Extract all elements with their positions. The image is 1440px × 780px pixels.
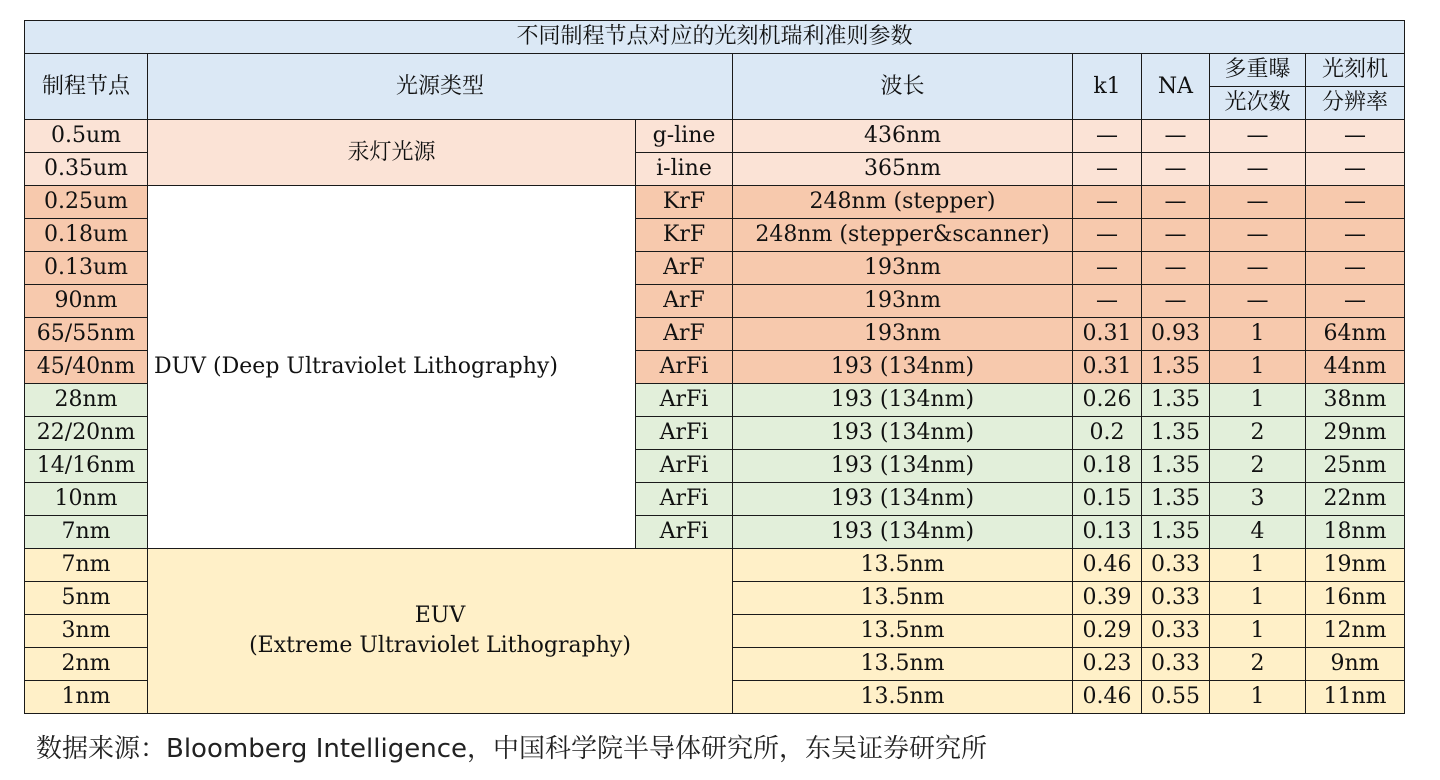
resolution-cell: 64nm (1306, 318, 1405, 351)
resolution-cell: 16nm (1306, 582, 1405, 615)
na-cell: 1.35 (1142, 450, 1210, 483)
k1-cell: — (1073, 120, 1142, 153)
wavelength-cell: 193 (134nm) (733, 483, 1073, 516)
exposure-count-cell: — (1210, 252, 1306, 285)
exposure-count-cell: 1 (1210, 318, 1306, 351)
na-cell: 0.93 (1142, 318, 1210, 351)
k1-cell: 0.23 (1073, 648, 1142, 681)
k1-cell: 0.31 (1073, 351, 1142, 384)
euv-label: EUV (414, 603, 466, 628)
na-cell: — (1142, 120, 1210, 153)
k1-cell: 0.39 (1073, 582, 1142, 615)
resolution-cell: 25nm (1306, 450, 1405, 483)
na-cell: 1.35 (1142, 417, 1210, 450)
exposure-count-cell: — (1210, 285, 1306, 318)
k1-cell: 0.18 (1073, 450, 1142, 483)
node-cell: 7nm (25, 516, 148, 549)
source-group-euv (148, 549, 733, 714)
node-cell: 7nm (25, 549, 148, 582)
node-cell: 5nm (25, 582, 148, 615)
node-cell: 45/40nm (25, 351, 148, 384)
wavelength-cell: 13.5nm (733, 582, 1073, 615)
node-cell: 0.13um (25, 252, 148, 285)
resolution-cell: 9nm (1306, 648, 1405, 681)
light-source-cell: ArF (636, 318, 733, 351)
resolution-cell: — (1306, 285, 1405, 318)
exposure-count-cell: — (1210, 120, 1306, 153)
exposure-count-cell: 4 (1210, 516, 1306, 549)
wavelength-cell: 436nm (733, 120, 1073, 153)
resolution-cell: 19nm (1306, 549, 1405, 582)
header-k1: k1 (1073, 54, 1142, 120)
na-cell: 1.35 (1142, 516, 1210, 549)
wavelength-cell: 13.5nm (733, 681, 1073, 714)
exposure-count-cell: 1 (1210, 681, 1306, 714)
wavelength-cell: 248nm (stepper&scanner) (733, 219, 1073, 252)
source-group-mercury: 汞灯光源 (148, 120, 636, 186)
table-row (25, 549, 1405, 582)
na-cell: — (1142, 285, 1210, 318)
exposure-count-cell: — (1210, 219, 1306, 252)
k1-cell: 0.26 (1073, 384, 1142, 417)
light-source-cell: ArF (636, 252, 733, 285)
na-cell: — (1142, 252, 1210, 285)
light-source-cell: KrF (636, 219, 733, 252)
k1-cell: 0.15 (1073, 483, 1142, 516)
exposure-count-cell: — (1210, 186, 1306, 219)
header-row (25, 54, 1405, 87)
header-resolution-top: 光刻机 (1306, 54, 1405, 87)
node-cell: 14/16nm (25, 450, 148, 483)
node-cell: 1nm (25, 681, 148, 714)
table-row (25, 120, 1405, 153)
resolution-cell: — (1306, 219, 1405, 252)
k1-cell: — (1073, 153, 1142, 186)
resolution-cell: 38nm (1306, 384, 1405, 417)
exposure-count-cell: 1 (1210, 351, 1306, 384)
na-cell: 0.33 (1142, 582, 1210, 615)
exposure-count-cell: 2 (1210, 648, 1306, 681)
resolution-cell: — (1306, 153, 1405, 186)
exposure-count-cell: 3 (1210, 483, 1306, 516)
na-cell: 0.33 (1142, 648, 1210, 681)
wavelength-cell: 193 (134nm) (733, 351, 1073, 384)
node-cell: 3nm (25, 615, 148, 648)
k1-cell: 0.46 (1073, 681, 1142, 714)
light-source-cell: ArFi (636, 417, 733, 450)
node-cell: 0.35um (25, 153, 148, 186)
k1-cell: — (1073, 186, 1142, 219)
node-cell: 22/20nm (25, 417, 148, 450)
source-group-duv: DUV (Deep Ultraviolet Lithography) (148, 186, 636, 549)
resolution-cell: 18nm (1306, 516, 1405, 549)
resolution-cell: — (1306, 186, 1405, 219)
wavelength-cell: 193 (134nm) (733, 450, 1073, 483)
light-source-cell: ArFi (636, 351, 733, 384)
na-cell: 1.35 (1142, 384, 1210, 417)
header-exposure-top: 多重曝 (1210, 54, 1306, 87)
wavelength-cell: 193nm (733, 285, 1073, 318)
resolution-cell: 11nm (1306, 681, 1405, 714)
resolution-cell: — (1306, 120, 1405, 153)
wavelength-cell: 193nm (733, 252, 1073, 285)
na-cell: — (1142, 186, 1210, 219)
resolution-cell: 44nm (1306, 351, 1405, 384)
exposure-count-cell: — (1210, 153, 1306, 186)
wavelength-cell: 13.5nm (733, 648, 1073, 681)
wavelength-cell: 248nm (stepper) (733, 186, 1073, 219)
na-cell: 1.35 (1142, 351, 1210, 384)
exposure-count-cell: 1 (1210, 615, 1306, 648)
resolution-cell: 29nm (1306, 417, 1405, 450)
wavelength-cell: 365nm (733, 153, 1073, 186)
resolution-cell: 22nm (1306, 483, 1405, 516)
node-cell: 0.5um (25, 120, 148, 153)
k1-cell: — (1073, 219, 1142, 252)
na-cell: 0.33 (1142, 549, 1210, 582)
light-source-cell: KrF (636, 186, 733, 219)
table-row (25, 186, 1405, 219)
exposure-count-cell: 2 (1210, 417, 1306, 450)
wavelength-cell: 193 (134nm) (733, 516, 1073, 549)
euv-fullname: (Extreme Ultraviolet Lithography) (249, 633, 631, 658)
light-source-cell: ArFi (636, 483, 733, 516)
exposure-count-cell: 1 (1210, 549, 1306, 582)
na-cell: — (1142, 219, 1210, 252)
light-source-cell: g-line (636, 120, 733, 153)
k1-cell: 0.13 (1073, 516, 1142, 549)
light-source-cell: ArFi (636, 450, 733, 483)
resolution-cell: 12nm (1306, 615, 1405, 648)
source-note: 数据来源：Bloomberg Intelligence，中国科学院半导体研究所，东吴证券研究所 (36, 734, 987, 764)
wavelength-cell: 193 (134nm) (733, 384, 1073, 417)
na-cell: 1.35 (1142, 483, 1210, 516)
node-cell: 0.25um (25, 186, 148, 219)
node-cell: 2nm (25, 648, 148, 681)
wavelength-cell: 193 (134nm) (733, 417, 1073, 450)
title-row (25, 21, 1405, 54)
node-cell: 65/55nm (25, 318, 148, 351)
header-node: 制程节点 (25, 54, 148, 120)
k1-cell: 0.46 (1073, 549, 1142, 582)
wavelength-cell: 193nm (733, 318, 1073, 351)
exposure-count-cell: 1 (1210, 582, 1306, 615)
exposure-count-cell: 2 (1210, 450, 1306, 483)
header-exposure-bottom: 光次数 (1210, 87, 1306, 120)
light-source-cell: ArF (636, 285, 733, 318)
resolution-cell: — (1306, 252, 1405, 285)
k1-cell: — (1073, 252, 1142, 285)
k1-cell: — (1073, 285, 1142, 318)
light-source-cell: i-line (636, 153, 733, 186)
k1-cell: 0.29 (1073, 615, 1142, 648)
na-cell: — (1142, 153, 1210, 186)
k1-cell: 0.31 (1073, 318, 1142, 351)
wavelength-cell: 13.5nm (733, 615, 1073, 648)
header-na: NA (1142, 54, 1210, 120)
header-wavelength: 波长 (733, 54, 1073, 120)
exposure-count-cell: 1 (1210, 384, 1306, 417)
wavelength-cell: 13.5nm (733, 549, 1073, 582)
light-source-cell: ArFi (636, 384, 733, 417)
na-cell: 0.33 (1142, 615, 1210, 648)
table-title: 不同制程节点对应的光刻机瑞利准则参数 (25, 21, 1405, 54)
header-source: 光源类型 (148, 54, 733, 120)
k1-cell: 0.2 (1073, 417, 1142, 450)
node-cell: 10nm (25, 483, 148, 516)
node-cell: 90nm (25, 285, 148, 318)
node-cell: 0.18um (25, 219, 148, 252)
node-cell: 28nm (25, 384, 148, 417)
na-cell: 0.55 (1142, 681, 1210, 714)
light-source-cell: ArFi (636, 516, 733, 549)
lithography-params-table (24, 20, 1405, 714)
header-resolution-bottom: 分辨率 (1306, 87, 1405, 120)
